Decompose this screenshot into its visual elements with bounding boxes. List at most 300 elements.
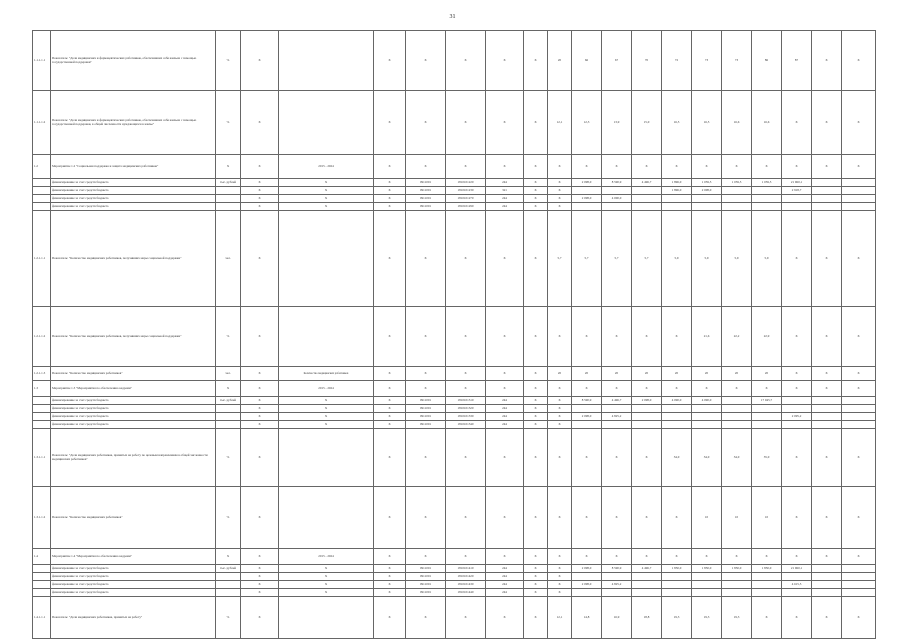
table-cell: Х: [632, 381, 662, 397]
table-cell: 244: [486, 203, 524, 211]
table-cell: Х: [241, 421, 279, 429]
table-cell: [842, 195, 876, 203]
table-cell: Х: [279, 203, 374, 211]
table-row: [33, 187, 876, 195]
table-cell: [692, 413, 722, 421]
table-cell: 10: [692, 487, 722, 549]
table-cell: Х: [241, 597, 279, 639]
table-cell: тыс. рублей: [216, 397, 241, 405]
table-cell: 244: [486, 195, 524, 203]
table-cell: 20: [548, 367, 572, 381]
table-cell: %: [216, 91, 241, 155]
table-cell: Показатель: "Доля медицинских работников, принятых на работу по целевым направлениям в общей численности медицинских работников": [51, 429, 216, 487]
table-cell: [632, 405, 662, 413]
table-cell: Х: [548, 195, 572, 203]
table-cell: 16,9: [602, 597, 632, 639]
table-cell: 2 098,0: [632, 397, 662, 405]
table-cell: [279, 31, 374, 91]
table-cell: 20: [752, 367, 782, 381]
table-cell: 1.3.1.1.2: [33, 487, 51, 549]
table-cell: Х: [279, 187, 374, 195]
table-cell: 1.1.1.1.2: [33, 91, 51, 155]
table-cell: [216, 405, 241, 413]
table-cell: Х: [782, 597, 812, 639]
table-cell: Х: [524, 413, 548, 421]
table-cell: 14,8: [572, 597, 602, 639]
table-cell: 1 059,5: [722, 179, 752, 187]
table-cell: Х: [374, 381, 406, 397]
table-cell: 4 090,0: [662, 397, 692, 405]
table-cell: Х: [524, 31, 548, 91]
table-row: [33, 405, 876, 413]
table-cell: Х: [486, 549, 524, 565]
table-cell: 87: [782, 31, 812, 91]
table-cell: 66: [572, 31, 602, 91]
table-cell: [812, 413, 842, 421]
table-cell: Х: [524, 179, 548, 187]
table-cell: 1810101290: [446, 203, 486, 211]
table-cell: 21 960,1: [782, 179, 812, 187]
table-cell: 4 825,2: [602, 413, 632, 421]
table-cell: 20: [662, 367, 692, 381]
table-cell: 1 059,5: [692, 179, 722, 187]
table-cell: 4 000,0: [602, 195, 632, 203]
table-cell: [752, 203, 782, 211]
table-cell: Показатель: "Количество медицинских работников": [51, 487, 216, 549]
table-cell: Х: [524, 195, 548, 203]
table-cell: Х: [406, 429, 446, 487]
table-cell: Х: [842, 155, 876, 179]
table-cell: [602, 589, 632, 597]
table-cell: Х: [524, 91, 548, 155]
table-cell: Х: [548, 405, 572, 413]
table-cell: 2015 - 2024: [279, 549, 374, 565]
table-cell: 1810101220: [446, 179, 486, 187]
table-cell: 12,1: [548, 597, 572, 639]
table-cell: 321: [486, 187, 524, 195]
table-cell: 2 098,0: [572, 413, 602, 421]
table-cell: Х: [572, 429, 602, 487]
table-cell: финансирование за счет средств бюджета: [51, 581, 216, 589]
table-cell: [782, 421, 812, 429]
table-cell: 5,7: [572, 211, 602, 307]
table-cell: Х: [692, 155, 722, 179]
table-cell: 1 850,0: [722, 565, 752, 573]
table-cell: Х: [446, 549, 486, 565]
table-row: [33, 581, 876, 589]
table-cell: Х: [602, 429, 632, 487]
table-cell: Х: [279, 195, 374, 203]
table-cell: тыс. рублей: [216, 565, 241, 573]
table-cell: Х: [374, 573, 406, 581]
table-cell: Х: [446, 307, 486, 367]
table-cell: Х: [548, 381, 572, 397]
table-cell: 8 590,9: [602, 179, 632, 187]
table-cell: [842, 397, 876, 405]
table-cell: [216, 195, 241, 203]
table-cell: Х: [692, 549, 722, 565]
table-cell: [692, 203, 722, 211]
table-cell: 1810101320: [446, 405, 486, 413]
table-cell: Х: [548, 487, 572, 549]
table-cell: 5,9: [752, 211, 782, 307]
table-cell: [216, 589, 241, 597]
table-cell: 20: [692, 367, 722, 381]
table-cell: Х: [548, 155, 572, 179]
table-cell: Х: [486, 597, 524, 639]
table-cell: Х: [524, 429, 548, 487]
table-cell: Х: [812, 91, 842, 155]
table-cell: 0911001: [406, 195, 446, 203]
table-cell: [812, 187, 842, 195]
table-cell: 1810101410: [446, 565, 486, 573]
table-cell: [33, 397, 51, 405]
table-cell: [812, 203, 842, 211]
table-cell: 1 850,0: [692, 565, 722, 573]
table-cell: [692, 581, 722, 589]
table-cell: Х: [842, 211, 876, 307]
table-cell: Х: [279, 413, 374, 421]
table-row: [33, 179, 876, 187]
table-cell: Х: [524, 597, 548, 639]
table-cell: 1810101440: [446, 589, 486, 597]
table-cell: Х: [524, 589, 548, 597]
table-row: [33, 307, 876, 367]
table-cell: Х: [782, 307, 812, 367]
table-cell: %: [216, 429, 241, 487]
table-cell: 20: [602, 367, 632, 381]
table-cell: Х: [524, 573, 548, 581]
table-cell: Х: [572, 487, 602, 549]
table-cell: Х: [812, 429, 842, 487]
table-cell: Х: [722, 549, 752, 565]
table-cell: [602, 405, 632, 413]
table-cell: [782, 405, 812, 413]
table-cell: 86: [752, 31, 782, 91]
table-cell: Х: [241, 487, 279, 549]
table-cell: [782, 203, 812, 211]
table-cell: финансирование за счет средств бюджета: [51, 405, 216, 413]
table-cell: Х: [446, 31, 486, 91]
table-cell: [752, 405, 782, 413]
table-cell: Х: [486, 211, 524, 307]
table-cell: Х: [842, 91, 876, 155]
table-cell: 4 090,0: [692, 397, 722, 405]
table-cell: 16,6: [722, 91, 752, 155]
table-cell: [782, 397, 812, 405]
table-cell: [33, 203, 51, 211]
table-cell: Х: [374, 413, 406, 421]
table-cell: 12,1: [548, 91, 572, 155]
table-cell: 19,3: [662, 597, 692, 639]
table-cell: 0911001: [406, 203, 446, 211]
table-cell: 2 098,0: [572, 195, 602, 203]
table-cell: Х: [812, 211, 842, 307]
table-cell: 22,2: [722, 307, 752, 367]
table-cell: Х: [548, 397, 572, 405]
table-cell: Х: [486, 155, 524, 179]
table-cell: [662, 203, 692, 211]
table-cell: 1.3.1.1.1: [33, 429, 51, 487]
table-cell: %: [216, 597, 241, 639]
table-cell: 0911001: [406, 581, 446, 589]
table-cell: Х: [782, 487, 812, 549]
table-cell: [662, 421, 692, 429]
table-row: [33, 195, 876, 203]
table-row: [33, 421, 876, 429]
table-cell: [33, 589, 51, 597]
table-cell: Х: [812, 549, 842, 565]
table-cell: [722, 581, 752, 589]
table-row: [33, 91, 876, 155]
table-cell: [662, 405, 692, 413]
table-cell: [782, 573, 812, 581]
table-cell: Х: [241, 429, 279, 487]
table-cell: [752, 589, 782, 597]
table-cell: [722, 195, 752, 203]
table-cell: тыс. рублей: [216, 179, 241, 187]
table-cell: 13,9: [602, 91, 632, 155]
table-cell: Х: [374, 581, 406, 589]
table-cell: [722, 405, 752, 413]
table-cell: [216, 187, 241, 195]
table-cell: [33, 421, 51, 429]
table-cell: Х: [374, 565, 406, 573]
table-cell: Показатель: "Доля медицинских и фармацевтических работников, обеспечивших себя жильем с помощью государственной поддержки": [51, 31, 216, 91]
table-cell: финансирование за счет средств бюджета: [51, 413, 216, 421]
table-cell: [33, 405, 51, 413]
table-cell: Х: [406, 211, 446, 307]
table-cell: 1.4: [33, 549, 51, 565]
table-cell: 244: [486, 573, 524, 581]
table-row: [33, 565, 876, 573]
table-cell: [842, 589, 876, 597]
table-cell: [279, 307, 374, 367]
table-cell: Х: [812, 597, 842, 639]
table-cell: Х: [279, 179, 374, 187]
table-cell: Х: [548, 429, 572, 487]
table-cell: Х: [812, 367, 842, 381]
table-cell: Х: [524, 549, 548, 565]
table-cell: 1 896,0: [662, 179, 692, 187]
table-cell: 244: [486, 421, 524, 429]
table-cell: 0911001: [406, 573, 446, 581]
table-cell: Х: [446, 487, 486, 549]
table-cell: [662, 195, 692, 203]
table-cell: 0911001: [406, 421, 446, 429]
table-cell: 1.2.1.1.1: [33, 211, 51, 307]
table-cell: [842, 565, 876, 573]
table-cell: Х: [602, 307, 632, 367]
table-cell: Х: [524, 565, 548, 573]
table-cell: [602, 187, 632, 195]
table-cell: Х: [279, 581, 374, 589]
table-cell: [812, 179, 842, 187]
table-cell: [812, 581, 842, 589]
table-cell: Х: [572, 155, 602, 179]
table-cell: Х: [241, 211, 279, 307]
table-row: [33, 597, 876, 639]
table-cell: 1810101420: [446, 573, 486, 581]
table-cell: Х: [812, 381, 842, 397]
table-cell: [632, 421, 662, 429]
table-cell: 20: [548, 31, 572, 91]
table-cell: [812, 405, 842, 413]
table-cell: Х: [842, 307, 876, 367]
table-cell: [572, 405, 602, 413]
table-cell: [33, 581, 51, 589]
table-cell: финансирование за счет средств бюджета: [51, 421, 216, 429]
table-cell: Х: [216, 381, 241, 397]
table-cell: Х: [548, 413, 572, 421]
table-cell: Х: [374, 211, 406, 307]
table-row: [33, 203, 876, 211]
table-row: [33, 31, 876, 91]
table-cell: 19,3: [722, 597, 752, 639]
table-row: [33, 155, 876, 179]
table-cell: Х: [406, 155, 446, 179]
table-cell: финансирование за счет средств бюджета: [51, 565, 216, 573]
table-cell: Х: [374, 429, 406, 487]
table-cell: 4 825,2: [602, 581, 632, 589]
table-cell: [722, 203, 752, 211]
table-cell: 16,5: [662, 91, 692, 155]
table-row: [33, 397, 876, 405]
table-cell: Х: [524, 381, 548, 397]
table-cell: 2 095,2: [782, 413, 812, 421]
table-cell: Х: [842, 487, 876, 549]
table-cell: [842, 573, 876, 581]
table-cell: %: [216, 487, 241, 549]
table-cell: Х: [548, 581, 572, 589]
table-cell: Х: [782, 155, 812, 179]
table-cell: 19,3: [692, 597, 722, 639]
table-cell: Х: [374, 421, 406, 429]
table-cell: Х: [406, 487, 446, 549]
table-cell: Х: [374, 597, 406, 639]
table-cell: [572, 589, 602, 597]
table-cell: 5,7: [602, 211, 632, 307]
table-cell: Х: [632, 549, 662, 565]
table-cell: 67: [602, 31, 632, 91]
table-cell: 0911001: [406, 565, 446, 573]
table-cell: Х: [632, 307, 662, 367]
table-cell: Х: [812, 307, 842, 367]
table-cell: Х: [374, 195, 406, 203]
table-cell: Х: [812, 155, 842, 179]
table-cell: [33, 565, 51, 573]
table-cell: 4 615,5: [782, 581, 812, 589]
table-cell: Х: [602, 381, 632, 397]
table-cell: [279, 487, 374, 549]
table-cell: 15,0: [632, 91, 662, 155]
table-cell: Х: [632, 487, 662, 549]
table-cell: [632, 581, 662, 589]
table-cell: финансирование за счет средств бюджета: [51, 195, 216, 203]
table-cell: Х: [486, 429, 524, 487]
table-cell: [842, 581, 876, 589]
table-cell: Х: [279, 397, 374, 405]
table-cell: 1810101330: [446, 413, 486, 421]
table-cell: Х: [722, 381, 752, 397]
table-cell: 244: [486, 413, 524, 421]
table-cell: 18,8: [632, 597, 662, 639]
table-cell: Х: [524, 155, 548, 179]
table-cell: 70: [632, 31, 662, 91]
table-cell: 21 960,1: [782, 565, 812, 573]
table-cell: Х: [406, 367, 446, 381]
table-cell: Х: [548, 589, 572, 597]
table-cell: Х: [524, 203, 548, 211]
table-cell: 73: [692, 31, 722, 91]
table-cell: [752, 421, 782, 429]
table-cell: 1810101270: [446, 195, 486, 203]
table-cell: Х: [782, 91, 812, 155]
table-cell: 0911001: [406, 187, 446, 195]
table-cell: 10: [722, 487, 752, 549]
table-cell: [812, 195, 842, 203]
table-cell: 1 850,0: [752, 565, 782, 573]
table-cell: финансирование за счет средств бюджета: [51, 179, 216, 187]
table-cell: [722, 413, 752, 421]
table-cell: [279, 597, 374, 639]
table-cell: Х: [752, 155, 782, 179]
table-cell: [33, 573, 51, 581]
table-cell: [722, 421, 752, 429]
table-row: [33, 413, 876, 421]
table-cell: Х: [374, 397, 406, 405]
table-cell: Х: [374, 367, 406, 381]
table-cell: 244: [486, 581, 524, 589]
table-cell: Х: [548, 179, 572, 187]
table-cell: 17 045,7: [752, 397, 782, 405]
table-cell: [602, 573, 632, 581]
table-row: [33, 429, 876, 487]
table-cell: 12,3: [572, 91, 602, 155]
table-cell: Х: [842, 549, 876, 565]
table-cell: 21,6: [692, 307, 722, 367]
table-cell: [216, 413, 241, 421]
table-cell: Х: [842, 381, 876, 397]
table-cell: Х: [632, 429, 662, 487]
table-cell: 2 098,0: [572, 179, 602, 187]
table-cell: [572, 203, 602, 211]
table-cell: Х: [374, 405, 406, 413]
table-cell: Х: [548, 573, 572, 581]
table-cell: 1.2.1.1.3: [33, 367, 51, 381]
table-cell: Х: [241, 581, 279, 589]
table-cell: финансирование за счет средств бюджета: [51, 187, 216, 195]
table-cell: Показатель: "Количество медицинских работников, получивших меры социальной поддержки": [51, 211, 216, 307]
table-cell: [752, 413, 782, 421]
table-cell: Х: [374, 31, 406, 91]
table-cell: Х: [524, 421, 548, 429]
table-cell: Х: [446, 91, 486, 155]
table-cell: [812, 573, 842, 581]
table-cell: Х: [241, 405, 279, 413]
table-cell: Х: [486, 367, 524, 381]
table-cell: Х: [548, 421, 572, 429]
table-cell: финансирование за счет средств бюджета: [51, 573, 216, 581]
table-cell: [632, 203, 662, 211]
table-cell: [752, 573, 782, 581]
table-cell: Х: [662, 381, 692, 397]
table-cell: Х: [241, 549, 279, 565]
table-cell: [812, 421, 842, 429]
table-cell: Показатель: "Доля медицинских и фармацевтических работников, обеспечивших себя жильем с помощью государственной поддержки, в общей численности нуждающихся в жилье": [51, 91, 216, 155]
table-cell: Х: [572, 381, 602, 397]
table-cell: Х: [524, 211, 548, 307]
